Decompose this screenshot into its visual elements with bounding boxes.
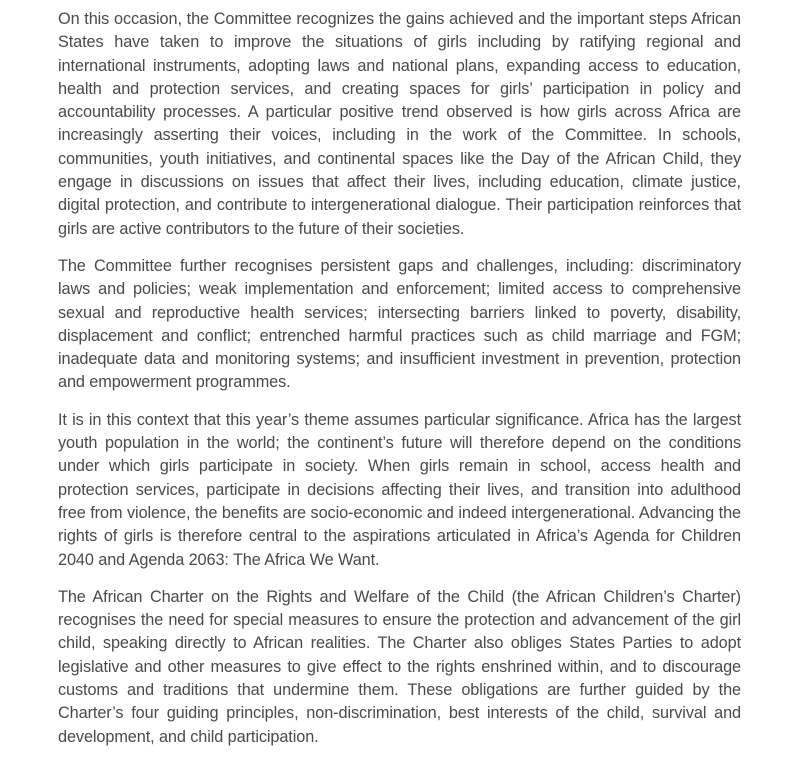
paragraph-gaps-challenges: The Committee further recognises persistent gaps and challenges, including: discriminatory laws and policies; weak implementation and enforcement; limited access to comprehensive sexual and reproductive health services; intersecting barriers linked to poverty, disability, displacement and conflict; entrenched harmful practices such as child marriage and FGM; inadequate data and monitoring systems; and insufficient investment in prevention, protection and empowerment programmes. [58, 256, 741, 392]
paragraph-committee-gains: On this occasion, the Committee recognizes the gains achieved and the important steps African States have taken to improve the situations of girls including by ratifying regional and international instruments, adopting laws and national plans, expanding access to education, health and protection services, and creating spaces for girls’ participation in policy and accountability processes. A particular positive trend observed is how girls across Africa are increasingly asserting their voices, including in the work of the Committee. In schools, communities, youth initiatives, and continental spaces like the Day of the African Child, they engage in discussions on issues that affect their lives, including education, climate justice, digital protection, and contribute to intergenerational dialogue. Their participation reinforces that girls are active contributors to the future of their societies. [58, 10, 741, 238]
paragraph-theme-significance: It is in this context that this year’s theme assumes particular significance. Africa has the largest youth population in the world; the continent’s future will therefore depend on the conditions under which girls participate in society. When girls remain in school, access health and protection services, participate in decisions affecting their lives, and transition into adulthood free from violence, the benefits are socio-economic and indeed intergenerational. Advancing the rights of girls is therefore central to the aspirations articulated in Africa’s Agenda for Children 2040 and Agenda 2063: The Africa We Want. [58, 410, 741, 569]
paragraph-african-charter: The African Charter on the Rights and Welfare of the Child (the African Children’s Charter) recognises the need for special measures to ensure the protection and advancement of the girl child, speaking directly to African realities. The Charter also obliges States Parties to adopt legislative and other measures to give effect to the rights enshrined within, and to discourage customs and traditions that undermine them. These obligations are further guided by the Charter’s four guiding principles, non-discrimination, best interests of the child, survival and development, and child participation. [58, 587, 741, 746]
